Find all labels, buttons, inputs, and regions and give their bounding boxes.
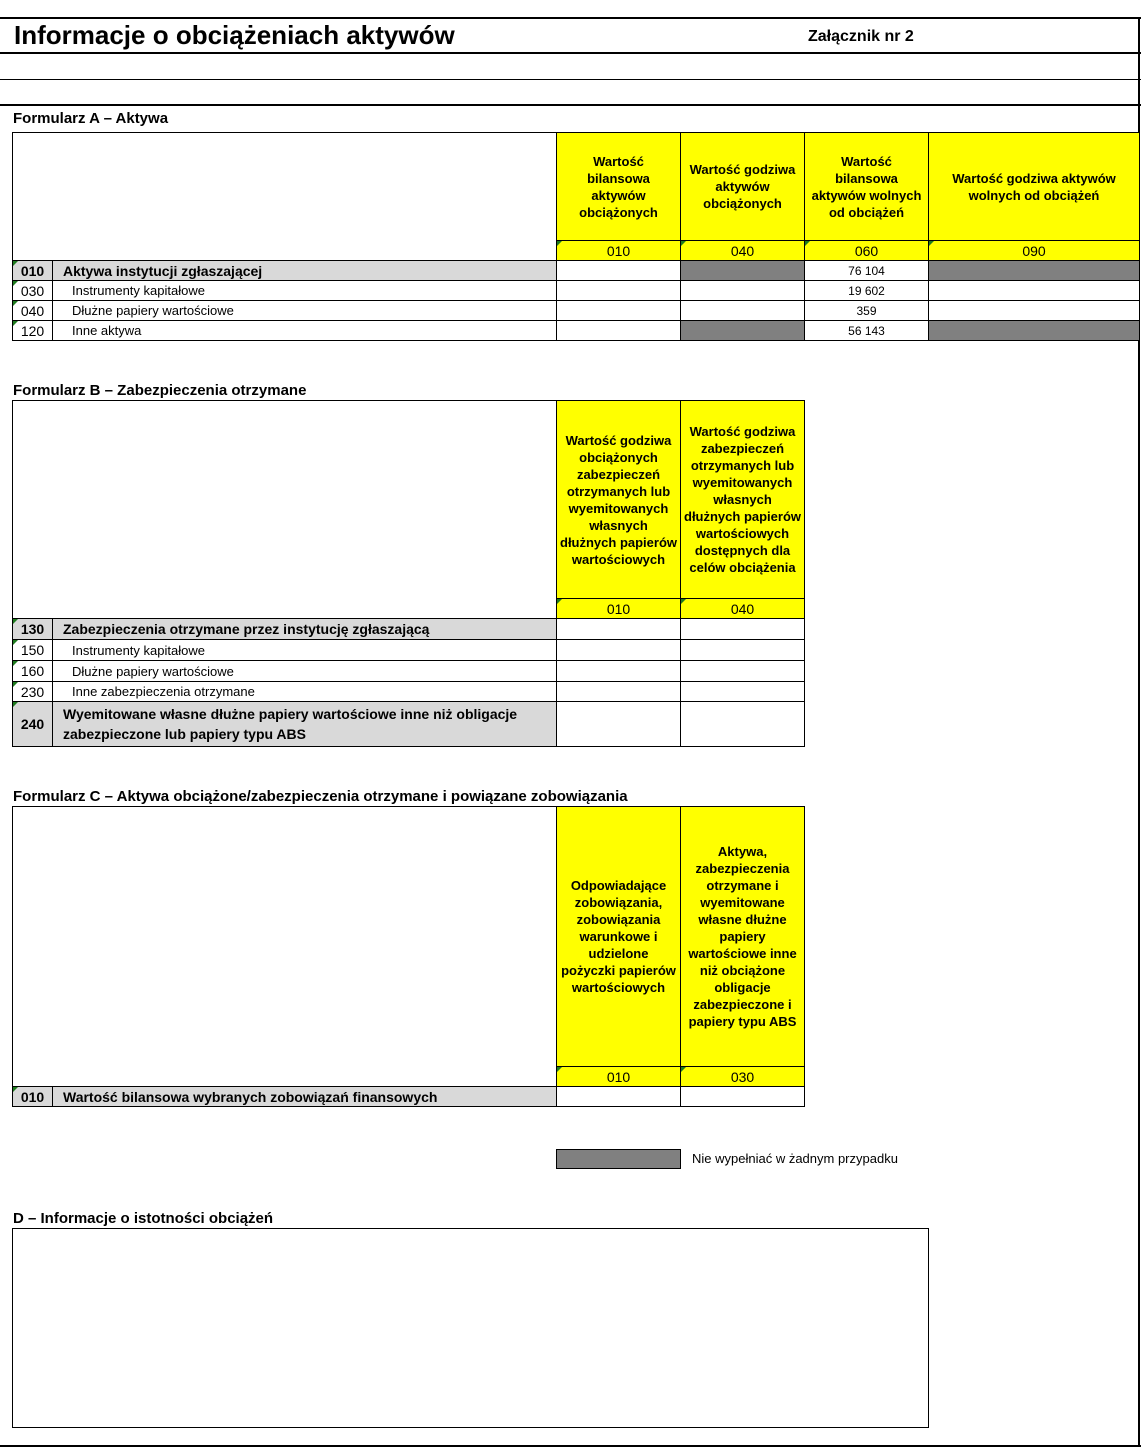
form-c-title: Formularz C – Aktywa obciążone/zabezpieczenia otrzymane i powiązane zobowiązania [13,788,628,805]
form-a-value-cell[interactable] [556,300,681,321]
form-b-row-label: Instrumenty kapitałowe [52,639,557,661]
form-b-value-cell[interactable] [556,701,681,747]
form-b-row-code: 230 [12,681,53,702]
form-c-col-code: 030 [680,1066,805,1087]
form-a-blocked-cell [680,320,805,341]
form-b-col-header: Wartość godziwa zabezpieczeń otrzymanych lub wyemitowanych własnych dłużnych papierów wartościowych dostępnych dla celów obciążenia [680,400,805,599]
form-b-value-cell[interactable] [556,618,681,640]
form-a-row-code: 120 [12,320,53,341]
frame-line [0,79,1141,80]
form-b-row-label: Dłużne papiery wartościowe [52,660,557,682]
form-b-row-code: 150 [12,639,53,661]
form-a-col-code: 040 [680,240,805,261]
form-a-row-code: 010 [12,260,53,281]
form-a-row-label: Inne aktywa [52,320,557,341]
form-a-value-cell[interactable]: 76 104 [804,260,929,281]
form-c-value-cell[interactable] [680,1086,805,1107]
form-a-value-cell[interactable] [680,280,805,301]
form-c-row-code: 010 [12,1086,53,1107]
form-a-row-label: Aktywa instytucji zgłaszającej [52,260,557,281]
form-a-value-cell[interactable] [680,300,805,321]
legend-text: Nie wypełniać w żadnym przypadku [692,1151,898,1166]
form-b-col-code: 010 [556,598,681,619]
form-a-col-header: Wartość bilansowa aktywów wolnych od obciążeń [804,132,929,241]
legend-swatch [556,1149,681,1169]
form-c-col-header: Aktywa, zabezpieczenia otrzymane i wyemitowane własne dłużne papiery wartościowe inne niż obciążone obligacje zabezpieczone i papiery typu ABS [680,806,805,1067]
form-a-value-cell[interactable]: 56 143 [804,320,929,341]
frame-bottom-line [0,1445,1141,1447]
form-b-row-label [52,701,557,747]
form-a-header-corner [12,132,557,261]
form-a-col-header: Wartość godziwa aktywów obciążonych [680,132,805,241]
form-b-value-cell[interactable] [680,660,805,682]
form-d-text-area[interactable] [12,1228,929,1428]
form-a-col-code: 010 [556,240,681,261]
form-a-col-header: Wartość godziwa aktywów wolnych od obciążeń [928,132,1140,241]
form-a-value-cell[interactable]: 359 [804,300,929,321]
form-b-value-cell[interactable] [556,660,681,682]
form-a-blocked-cell [928,260,1140,281]
form-a-value-cell[interactable] [556,320,681,341]
frame-top-line [0,17,1141,19]
form-c-row-label: Wartość bilansowa wybranych zobowiązań finansowych [52,1086,557,1107]
form-a-col-code: 090 [928,240,1140,261]
form-b-col-code: 040 [680,598,805,619]
form-a-value-cell[interactable] [556,260,681,281]
form-b-header-corner [12,400,557,619]
form-c-header-corner [12,806,557,1087]
form-a-value-cell[interactable] [556,280,681,301]
form-b-value-cell[interactable] [680,639,805,661]
form-d-title: D – Informacje o istotności obciążeń [13,1210,274,1227]
form-b-value-cell[interactable] [556,639,681,661]
form-b-value-cell[interactable] [556,681,681,702]
form-b-title: Formularz B – Zabezpieczenia otrzymane [13,382,307,399]
form-c-value-cell[interactable] [556,1086,681,1107]
form-a-row-code: 030 [12,280,53,301]
form-a-row-label: Dłużne papiery wartościowe [52,300,557,321]
frame-line [0,104,1141,106]
form-b-value-cell[interactable] [680,618,805,640]
form-b-row-code: 130 [12,618,53,640]
form-a-col-header: Wartość bilansowa aktywów obciążonych [556,132,681,241]
form-a-value-cell[interactable]: 19 602 [804,280,929,301]
form-b-row-label: Zabezpieczenia otrzymane przez instytucję zgłaszającą [52,618,557,640]
form-c-col-header: Odpowiadające zobowiązania, zobowiązania warunkowe i udzielone pożyczki papierów wartościowych [556,806,681,1067]
form-a-title: Formularz A – Aktywa [13,110,169,127]
form-b-row-code: 160 [12,660,53,682]
form-b-value-cell[interactable] [680,701,805,747]
frame-line [0,52,1141,54]
form-a-blocked-cell [928,320,1140,341]
form-a-blocked-cell [680,260,805,281]
form-b-row-code: 240 [12,701,53,747]
form-a-row-label: Instrumenty kapitałowe [52,280,557,301]
form-b-row-label: Inne zabezpieczenia otrzymane [52,681,557,702]
form-c-col-code: 010 [556,1066,681,1087]
form-b-value-cell[interactable] [680,681,805,702]
form-a-row-code: 040 [12,300,53,321]
annex-label: Załącznik nr 2 [808,28,914,45]
form-b-row-label-line: zabezpieczone lub papiery typu ABS [63,726,306,742]
form-b-row-label-line: Wyemitowane własne dłużne papiery wartościowe inne niż obligacje [63,706,518,722]
form-a-value-cell[interactable] [928,280,1140,301]
form-b-col-header: Wartość godziwa obciążonych zabezpieczeń otrzymanych lub wyemitowanych własnych dłużnych papierów wartościowych [556,400,681,599]
form-a-value-cell[interactable] [928,300,1140,321]
form-a-col-code: 060 [804,240,929,261]
page-title: Informacje o obciążeniach aktywów [14,20,455,50]
